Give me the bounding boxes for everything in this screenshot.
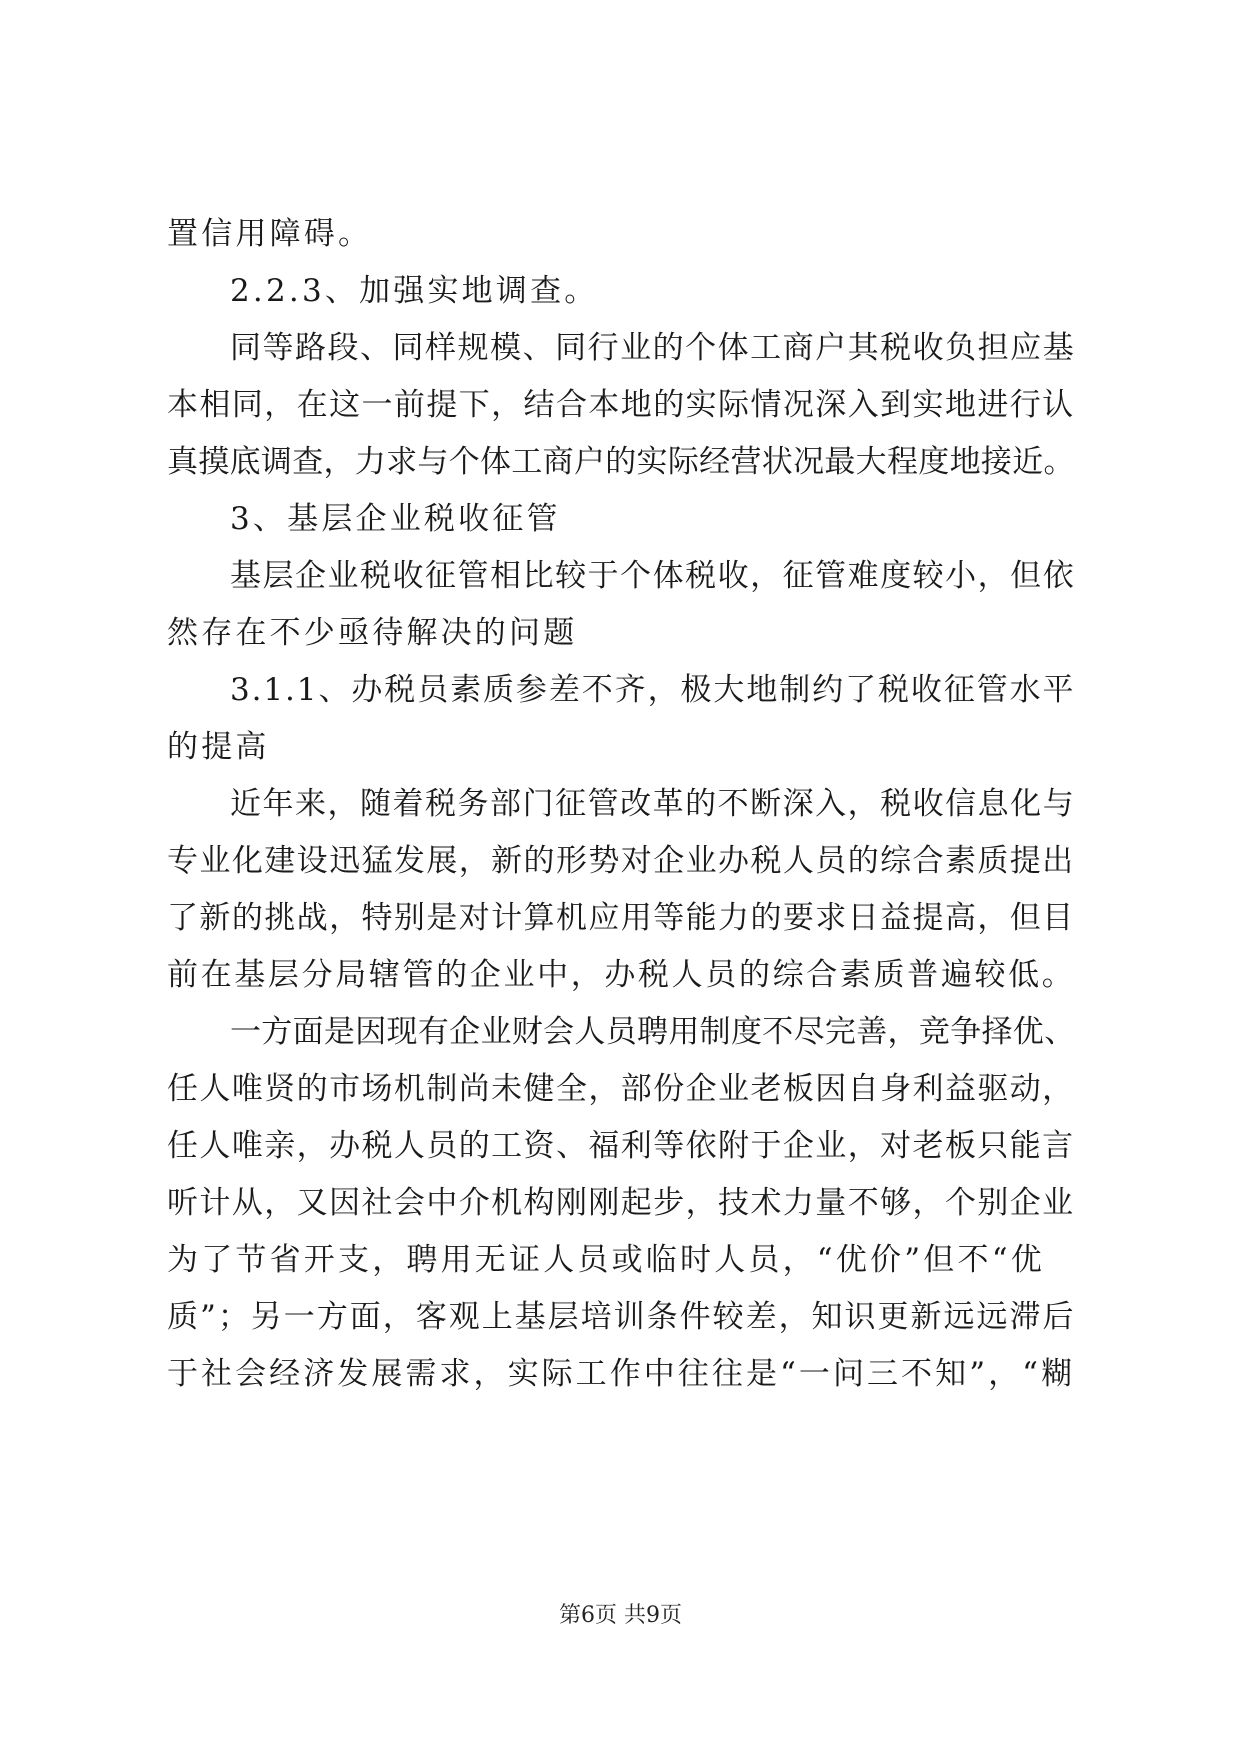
text-line-15: 一方面是因现有企业财会人员聘用制度不尽完善，竞争择优、 xyxy=(230,1014,1076,1050)
page-number-footer: 第6页 共9页 xyxy=(559,1603,682,1628)
section-heading-3: 3、基层企业税收征管 xyxy=(230,501,561,537)
text-line-16: 任人唯贤的市场机制尚未健全，部份企业老板因自身利益驱动， xyxy=(167,1071,1075,1107)
text-line-3: 同等路段、同样规模、同行业的个体工商户其税收负担应基 xyxy=(230,330,1076,366)
text-line-4: 本相同，在这一前提下，结合本地的实际情况深入到实地进行认 xyxy=(167,387,1075,423)
text-line-10: 的提高 xyxy=(167,729,270,765)
text-line-8: 然存在不少亟待解决的问题 xyxy=(167,615,578,651)
section-heading-2-2-3: 2.2.3、加强实地调查。 xyxy=(230,273,599,309)
text-line-21: 于社会经济发展需求，实际工作中往往是“一问三不知”，“糊 xyxy=(167,1356,1076,1392)
text-line-13: 了新的挑战，特别是对计算机应用等能力的要求日益提高，但目 xyxy=(167,900,1075,936)
text-line-17: 任人唯亲，办税人员的工资、福利等依附于企业，对老板只能言 xyxy=(167,1128,1075,1164)
text-line-12: 专业化建设迅猛发展，新的形势对企业办税人员的综合素质提出 xyxy=(167,843,1075,879)
text-line-1: 置信用障碍。 xyxy=(167,216,373,252)
text-line-5: 真摸底调查，力求与个体工商户的实际经营状况最大程度地接近。 xyxy=(167,444,1075,480)
text-line-11: 近年来，随着税务部门征管改革的不断深入，税收信息化与 xyxy=(230,786,1076,822)
section-heading-3-1-1: 3.1.1、办税员素质参差不齐，极大地制约了税收征管水平 xyxy=(230,672,1076,708)
text-line-20: 质”；另一方面，客观上基层培训条件较差，知识更新远远滞后 xyxy=(167,1299,1076,1335)
text-line-14: 前在基层分局辖管的企业中，办税人员的综合素质普遍较低。 xyxy=(167,957,1076,993)
text-line-19: 为了节省开支，聘用无证人员或临时人员，“优价”但不“优 xyxy=(167,1242,1045,1278)
text-line-18: 听计从，又因社会中介机构刚刚起步，技术力量不够，个别企业 xyxy=(167,1185,1075,1221)
text-line-7: 基层企业税收征管相比较于个体税收，征管难度较小，但依 xyxy=(230,558,1076,594)
